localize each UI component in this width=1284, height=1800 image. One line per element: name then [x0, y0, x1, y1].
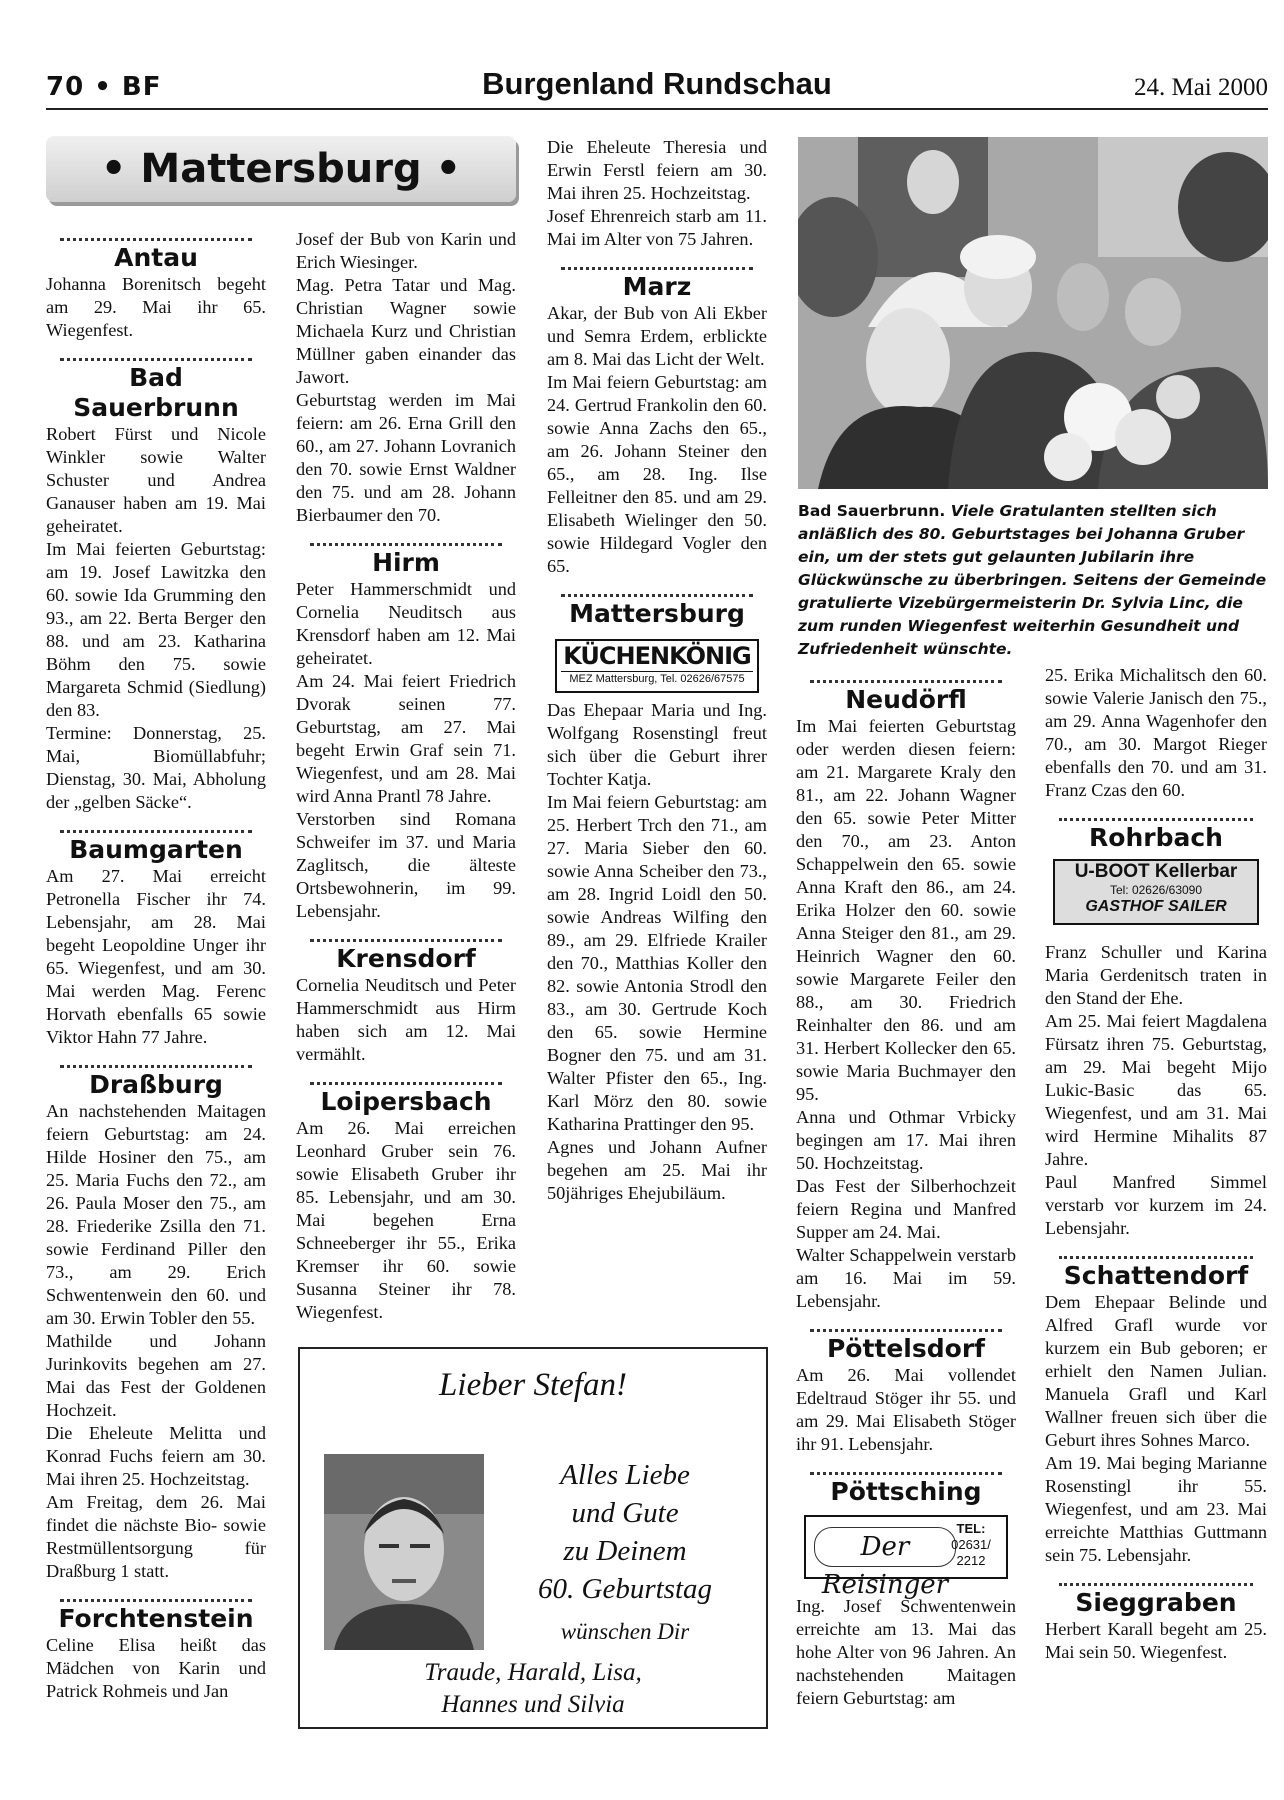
town-heading: Neudörfl	[845, 685, 967, 714]
column-3	[547, 136, 767, 1205]
town-heading: Sieggraben	[1075, 1588, 1237, 1617]
town-heading: Pöttsching	[830, 1477, 982, 1506]
ad-phone-number: 02631/ 2212	[951, 1537, 991, 1568]
ad-subtitle: GASTHOF SAILER	[1085, 898, 1227, 915]
article-text: Robert Fürst und Nicole Winkler sowie Walter Schuster und Andrea Ganauser haben am 19. Mai geheiratet.	[46, 424, 266, 536]
greeting-line: Alles Liebe	[560, 1459, 690, 1491]
divider	[310, 1072, 502, 1085]
newspaper-title: Burgenland Rundschau	[482, 66, 832, 101]
column-4	[796, 664, 1016, 1710]
town-heading: Krensdorf	[336, 944, 476, 973]
article-text: Am 25. Mai feiert Magdalena Fürsatz ihren 75. Geburtstag, am 29. Mai begeht Mijo Lukic-Basic das 65. Wiegenfest, und am 31. Mai wird Hermine Mihalits 87 Jahre.	[1045, 1011, 1267, 1169]
article-text: Herbert Karall begeht am 25. Mai sein 50. Wiegenfest.	[1045, 1619, 1267, 1662]
town-heading: Schattendorf	[1063, 1261, 1249, 1290]
divider	[810, 1462, 1002, 1475]
portrait-photo	[324, 1454, 484, 1650]
town-heading: Bad Sauerbrunn	[73, 363, 239, 422]
article-text: Akar, der Bub von Ali Ekber und Semra Erdem, erblickte am 8. Mai das Licht der Welt.	[547, 303, 767, 369]
divider	[60, 820, 252, 833]
ad-phone-label: TEL:	[956, 1521, 986, 1536]
ad-contact: MEZ Mattersburg, Tel. 02626/67575	[561, 671, 753, 686]
ad-brand: KÜCHENKÖNIG	[563, 642, 751, 670]
article-text: Am 24. Mai feiert Friedrich Dvorak seinen 77. Geburtstag, am 27. Mai begeht Erwin Graf sein 71. Wiegenfest, und am 28. Mai wird Anna Prantl 78 Jahre.	[296, 671, 516, 806]
divider	[810, 1319, 1002, 1332]
advertisement-uboot	[1053, 859, 1259, 925]
divider	[1059, 1246, 1253, 1259]
article-text: Im Mai feierten Geburtstag oder werden diesen feiern: am 21. Margarete Kraly den 81., am 22. Johann Wagner den 65. sowie Peter Mitter den 70., am 23. Anton Schappelwein den 65. sowie Anna Kraft den 86., am 24. Erika Holzer den 60. sowie Anna Steiger den 81., am 29. Heinrich Wagner den 60. sowie Margarete Feiler den 88., am 30. Friedrich Reinhalter den 86. und am 31. Herbert Kollecker den 65. sowie Maria Buchmayer den 95.	[796, 716, 1016, 1104]
column-2	[296, 228, 516, 1324]
town-heading: Pöttelsdorf	[826, 1334, 986, 1363]
article-text: Im Mai feierten Geburtstag: am 19. Josef Lawitzka den 60. sowie Ida Grumming den 93., am 22. Berta Berger den 88. und am 23. Katharina Böhm den 75. sowie Margareta Schmid (Siedlung) den 83.	[46, 539, 266, 720]
divider	[60, 1055, 252, 1068]
article-text: Mag. Petra Tatar und Mag. Christian Wagner sowie Michaela Kurz und Christian Müllner gaben einander das Jawort.	[296, 275, 516, 387]
article-text: Die Eheleute Melitta und Konrad Fuchs feiern am 30. Mai ihren 25. Hochzeitstag.	[46, 1423, 266, 1489]
column-1	[46, 222, 266, 1703]
article-text: Dem Ehepaar Belinde und Alfred Grafl wurde vor kurzem ein Bub geboren; er erhielt den Namen Julian. Manuela Grafl und Karl Wallner freuen sich über die Geburt ihres Sohnes Marco.	[1045, 1292, 1267, 1450]
town-heading: Marz	[622, 272, 692, 301]
town-heading: Antau	[114, 243, 198, 272]
ad-title: U-BOOT Kellerbar	[1074, 861, 1238, 882]
article-text: Johanna Borenitsch begeht am 29. Mai ihr 65. Wiegenfest.	[46, 274, 266, 340]
ad-logo: Der Reisinger	[814, 1527, 956, 1567]
article-text: Peter Hammerschmidt und Cornelia Neuditsch aus Krensdorf haben am 12. Mai geheiratet.	[296, 579, 516, 668]
divider	[561, 584, 753, 597]
article-text: Am 26. Mai vollendet Edeltraud Stöger ihr 55. und am 29. Mai Elisabeth Stöger ihr 91. Lebensjahr.	[796, 1365, 1016, 1454]
divider	[310, 533, 502, 546]
column-5	[1045, 664, 1267, 1664]
article-text: Im Mai feiern Geburtstag: am 24. Gertrud Frankolin den 60. sowie Anna Zachs den 65., am 26. Johann Steiner den 65., am 28. Ing. Ilse Felleitner den 85. und am 29. Elisabeth Wielinger den 50. sowie Hildegard Vogler den 65.	[547, 372, 767, 576]
article-text: Verstorben sind Romana Schweifer im 37. und Maria Zaglitsch, die älteste Ortsbewohnerin, im 99. Lebensjahr.	[296, 809, 516, 921]
article-text: 25. Erika Michalitsch den 60. sowie Valerie Janisch den 75., am 29. Anna Wagenhofer den 70., am 30. Margot Rieger ebenfalls den 70. und am 31. Franz Czas den 60.	[1045, 665, 1267, 800]
article-text: Josef der Bub von Karin und Erich Wiesinger.	[296, 229, 516, 272]
issue-date: 24. Mai 2000	[1133, 74, 1268, 101]
article-text: Am 19. Mai beging Marianne Rosenstingl ihr 55. Wiegenfest, und am 23. Mai erreichte Matthias Guttmann sein 75. Lebensjahr.	[1045, 1453, 1267, 1565]
article-text: Am 27. Mai erreicht Petronella Fischer ihr 74. Lebensjahr, am 28. Mai begeht Leopoldine Unger ihr 65. Wiegenfest, und am 30. Mai werden Mag. Ferenc Horvath ebenfalls 65 sowie Viktor Hahn 77 Jahre.	[46, 866, 266, 1047]
article-text: Cornelia Neuditsch und Peter Hammerschmidt aus Hirm haben sich am 12. Mai vermählt.	[296, 975, 516, 1064]
ad-phone	[946, 1521, 996, 1569]
ad-phone: Tel: 02626/63090	[1109, 883, 1203, 897]
article-text: Franz Schuller und Karina Maria Gerdenitsch traten in den Stand der Ehe.	[1045, 942, 1267, 1008]
town-heading: Forchtenstein	[58, 1604, 254, 1633]
birthday-greeting-box	[298, 1347, 768, 1729]
article-text: Mathilde und Johann Jurinkovits begehen am 27. Mai das Fest der Goldenen Hochzeit.	[46, 1331, 266, 1420]
town-heading: Draßburg	[89, 1070, 223, 1099]
advertisement-reisinger	[804, 1515, 1008, 1600]
caption-lead: Bad Sauerbrunn.	[798, 502, 946, 520]
article-text: Walter Schappelwein verstarb am 16. Mai im 59. Lebensjahr.	[796, 1245, 1016, 1311]
greeting-title: Lieber Stefan!	[439, 1367, 627, 1403]
divider	[561, 257, 753, 270]
divider	[60, 228, 252, 241]
greeting-signature: Hannes und Silvia	[441, 1691, 625, 1718]
divider	[60, 1589, 252, 1602]
greeting-line: und Gute	[571, 1497, 679, 1529]
divider	[1059, 808, 1253, 821]
photo-caption	[798, 500, 1268, 661]
caption-text: Viele Gratulanten stellten sich anläßlich des 80. Geburtstages bei Johanna Gruber ein, um der stets gut gelaunten Jubilarin ihre Glückwünsche zu überbringen. Seitens der Gemeinde gratulierte Vizebürgermeisterin Dr. Sylvia Linc, die zum runden Wiegenfest weiterhin Gesundheit und Zufriedenheit wünschte.	[798, 502, 1267, 658]
greeting-line: wünschen Dir	[560, 1619, 690, 1644]
divider	[1059, 1573, 1253, 1586]
article-text: Ing. Josef Schwentenwein erreichte am 13. Mai das hohe Alter von 96 Jahren. An nachstehenden Maitagen feiern Geburtstag: am	[796, 1596, 1016, 1708]
town-heading: Rohrbach	[1089, 823, 1223, 852]
article-text: Termine: Donnerstag, 25. Mai, Biomüllabfuhr; Dienstag, 30. Mai, Abholung der „gelben Säcke“.	[46, 723, 266, 812]
article-text: Die Eheleute Theresia und Erwin Ferstl feiern am 30. Mai ihren 25. Hochzeitstag.	[547, 137, 767, 203]
greeting-line: 60. Geburtstag	[538, 1573, 712, 1605]
divider	[60, 348, 252, 361]
article-text: Das Ehepaar Maria und Ing. Wolfgang Rosenstingl freut sich über die Geburt ihrer Tochter Katja.	[547, 700, 767, 789]
town-heading: Mattersburg	[569, 599, 745, 628]
divider	[310, 929, 502, 942]
town-heading: Hirm	[372, 548, 440, 577]
article-text: Am 26. Mai erreichen Leonhard Gruber sein 76. sowie Elisabeth Gruber ihr 85. Lebensjahr, und am 30. Mai begehen Erna Schneeberger ihr 55., Erika Kremser ihr 60. sowie Susanna Steiner ihr 78. Wiegenfest.	[296, 1118, 516, 1322]
article-text: Agnes und Johann Aufner begehen am 25. Mai ihr 50jähriges Ehejubiläum.	[547, 1137, 767, 1203]
page-header	[46, 62, 1268, 110]
article-text: Josef Ehrenreich starb am 11. Mai im Alter von 75 Jahren.	[547, 206, 767, 249]
article-text: Anna und Othmar Vrbicky begingen am 17. Mai ihren 50. Hochzeitstag.	[796, 1107, 1016, 1173]
town-heading: Baumgarten	[69, 835, 243, 864]
greeting-line: zu Deinem	[563, 1535, 687, 1567]
section-banner: • Mattersburg •	[46, 136, 516, 202]
article-text: Das Fest der Silberhochzeit feiern Regina und Manfred Supper am 24. Mai.	[796, 1176, 1016, 1242]
news-photo	[798, 137, 1268, 489]
article-text: Celine Elisa heißt das Mädchen von Karin und Patrick Rohmeis und Jan	[46, 1635, 266, 1701]
town-heading: Loipersbach	[320, 1087, 492, 1116]
article-text: An nachstehenden Maitagen feiern Geburtstag: am 24. Hilde Hosiner den 75., am 25. Maria Fuchs den 72., am 26. Paula Moser den 75., am 28. Friederike Zsilla den 71. sowie Ferdinand Piller den 73., am 29. Erich Schwentenwein den 60. und am 30. Erwin Tobler den 55.	[46, 1101, 266, 1328]
divider	[810, 670, 1002, 683]
article-text: Geburtstag werden im Mai feiern: am 26. Erna Grill den 60., am 27. Johann Lovranich den 70. sowie Ernst Waldner den 75. und am 28. Johann Bierbaumer den 70.	[296, 390, 516, 525]
article-text: Im Mai feiern Geburtstag: am 25. Herbert Trch den 71., am 27. Maria Sieber den 60. sowie Anna Scheiber den 73., am 28. Ingrid Loidl den 50. sowie Andreas Wilfing den 89., am 29. Elfriede Krailer den 70., Matthias Koller den 82. sowie Antonia Strodl den 83., am 30. Gertrude Koch den 65. sowie Hermine Bogner den 75. und am 31. Walter Pfister den 65., Ing. Karl Mörz den 80. sowie Katharina Prattinger den 95.	[547, 792, 767, 1134]
advertisement-kuechenkoenig	[555, 639, 759, 693]
greeting-signature: Traude, Harald, Lisa,	[424, 1659, 642, 1686]
article-text: Paul Manfred Simmel verstarb vor kurzem im 24. Lebensjahr.	[1045, 1172, 1267, 1238]
article-text: Am Freitag, dem 26. Mai findet die nächste Bio- sowie Restmüllentsorgung für Draßburg 1 statt.	[46, 1492, 266, 1581]
page-number: 70 • BF	[46, 72, 162, 102]
